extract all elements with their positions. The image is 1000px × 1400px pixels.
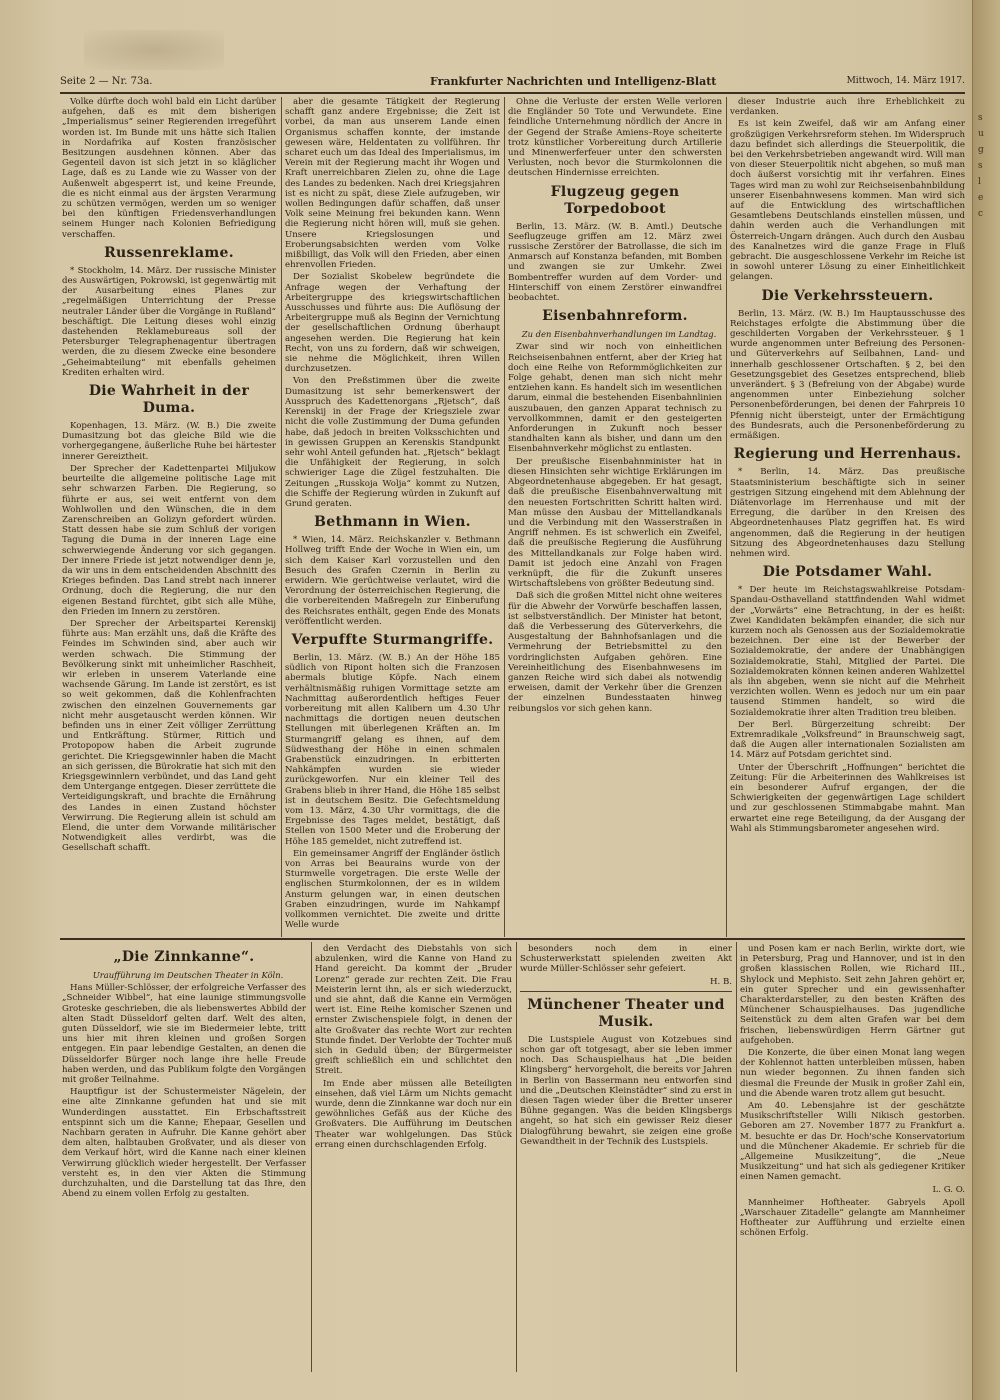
article-text: Zwar sind wir noch von einheitlichen Reichseisenbahnen entfernt, aber der Krieg hat doch eine Reihe von Reformmöglichkeiten zur Folge gehabt, denen man sich nicht mehr entziehen kann. Es handelt sich im wesentlichen darum, einmal die bestehenden Eisenbahnlinien auszubauen, den ganzen Apparat technisch zu vervollkommnen, damit er den gesteigerten Anforderungen in Zukunft noch besser standhalten kann als bisher, und dann um den Eisenbahnverkehr möglichst zu entlasten. (508, 342, 722, 455)
paper-stain (84, 30, 224, 70)
article-text: Die Konzerte, die über einen Monat lang wegen der Kohlennot hatten unterbleiben müssen, haben nun wieder begonnen. Zu ihnen fanden sich diesmal die Freunde der Musik in großer Zahl ein, und die Abende waren trotz allem gut besucht. (740, 1048, 965, 1099)
article-text: aber die gesamte Tätigkeit der Regierung schafft ganz andere Ergebnisse; die Zeit ist vorbei, da man aus unserem Lande einen Organismus schaffen konnte, der imstande gewesen wäre, Heldentaten zu vollführen. Ihr scharet euch um das Ideal des Imperialismus, im Verein mit der Regierung macht ihr Wogen und Kraft unerreichbaren Zielen zu, ohne die Lage des Landes zu bedenken. Nach drei Kriegsjahren ist es nicht zu spät, diese Ziele aufzugeben, wir wollen Bedingungen dafür schaffen, daß unser Volk seine Meinung frei bekunden kann. Wenn die Regierung nicht hören will, muß sie gehen. Unsere Kriegslosungen und Eroberungsabsichten werden vom Volke mißbilligt, das Volk will den Frieden, aber einen ehrenvollen Frieden. (285, 97, 500, 271)
column-rule (726, 97, 727, 937)
column-1 (62, 97, 276, 935)
article-text: Der preußische Eisenbahnminister hat in diesen Hinsichten sehr wichtige Erklärungen im Abgeordnetenhause abgegeben. Er hat gesagt, daß die preußische Eisenbahnverwaltung mit den neuesten Fortschritten Schritt halten wird. Man müsse den Ausbau der Mittellandkanals und die Verbindung mit den Wasserstraßen in Angriff nehmen. Es ist schwerlich ein Zweifel, daß die preußische Regierung die Ausführung des Mittellandkanals zur Folge haben wird. Damit ist jedoch eine Anzahl von Fragen verknüpft, die für die Zukunft unseres Wirtschaftslebens von größter Bedeutung sind. (508, 456, 722, 590)
headline-zinnkanne: „Die Zinnkanne“. (113, 949, 255, 965)
column-3 (508, 97, 722, 935)
article-text: Im Ende aber müssen alle Beteiligten einsehen, daß viel Lärm um Nichts gemacht wurde, denn die Zinnkanne war doch nur ein gewöhnliches Gefäß aus der Küche des Großvaters. Die Aufführung im Deutschen Theater war wohlgelungen. Das Stück errang einen durchschlagenden Erfolg. (315, 1078, 512, 1150)
column-rule (516, 942, 517, 1372)
article-text: Der Sprecher der Kadettenpartei Miljukow beurteilte die allgemeine politische Lage mit sehr schwarzen Farben. Die Regierung, so führte er aus, sei weit entfernt von dem Wohlwollen und den Wünschen, die in dem Zarenschreiben an Golizyn gefordert würden. Statt dessen habe sie zum Schluß der vorigen Tagung die Duma in der inneren Lage eine schwerwiegende Änderung vor sich gegangen. Der innere Friede ist jetzt notwendiger denn je, da wir uns in dem entscheidenden Abschnitt des Krieges befinden. Das Land strebt nach innerer Ordnung, doch die Regierung, die nur den eigenen Bestand fürchtet, gibt sich alle Mühe, den Frieden im Innern zu zerstören. (62, 463, 276, 617)
margin-char: s (978, 161, 983, 171)
column-rule (311, 942, 312, 1372)
article-text: dieser Industrie auch ihre Erheblichkeit zu verdanken. (730, 97, 965, 118)
article-text: Der Sprecher der Arbeitspartei Kerenskij führte aus: Man erzählt uns, daß die Kräfte des Feindes im Schwinden sind, aber auch wir werden schwach. Die Stimmung der Bevölkerung sinkt mit unheimlicher Raschheit, wir erleben in unserem Vaterlande eine wachsende Gärung. Im Lande ist zerstört, es ist so weit gekommen, daß die Kohlenfrachten zwischen den einzelnen Gouvernements gar nicht mehr ausgetauscht werden können. Wir befinden uns in einer Zeit völliger Zerrüttung und Entkräftung. Stürmer, Rittich und Protopopow haben die Arbeit zugrunde gerichtet. Die Kriegsgewinnler haben die Macht an sich gerissen, die Bürokratie hat sich mit den Kriegsgewinnlern verbündet, und das Land geht dem Untergange entgegen. Dieser zerrüttete die Verteidigungskraft, und brachte die Ernährung des Landes in einen Zustand höchster Verwirrung. Die Regierung allein ist schuld am Elend, die unter dem Vorwande militärischer Notwendigkeit alles verdirbt, was die Gesellschaft schafft. (62, 618, 276, 854)
page-number: Seite 2 — Nr. 73a. (60, 76, 153, 87)
headline-duma: Die Wahrheit in der Duma. (88, 383, 250, 417)
feuilleton-rule (60, 938, 965, 940)
article-text: * Der heute im Reichstagswahlkreise Potsdam-Spandau-Osthavelland stattfindenden Wahl widmet der „Vorwärts“ eine Betrachtung, in der es heißt: Zwei Kandidaten bekämpfen einander, die sich nur kurzem noch als Genossen aus der Sozialdemokratie bezeichnen. Der eine ist der Bewerber der Sozialdemokratie, der andere der Unabhängigen Sozialdemokratie, Stahl, Mitglied der Partei. Die Sozialdemokraten können keinen anderen Wahlzettel als ihn abgeben, wenn sie nicht auf die Mehrheit verzichten wollen. Wenn es jedoch nur um ein paar tausend Stimmen handelt, so wird die Sozialdemokratie ihrer alten Tradition treu bleiben. (730, 585, 965, 718)
headline-muenchener-theater: Münchener Theater und Musik. (527, 996, 725, 1030)
column-rule (504, 97, 505, 937)
subheadline: Zu den Eisenbahnverhandlungen im Landtag. (521, 329, 717, 340)
author-signature: H. B. (709, 976, 732, 987)
headline-flugzeug: Flugzeug gegen Torpedoboot (550, 183, 680, 217)
article-text: Berlin, 13. März. (W. B.) Im Hauptausschusse des Reichstages erfolgte die Abstimmung über die geschilderten Vorgaben der Verkehrssteuer. § 1 wurde angenommen unter Befreiung des Personen- und Güterverkehrs auf Seilbahnen, Land- und innerhalb geschlossener Ortschaften. § 2, bei den Gesetzungsgebiet des Gesetzes entsprechend, blieb unverändert. § 3 (Befreiung von der Abgabe) wurde angenommen unter Einbeziehung solcher Personenbeförderungen, bei denen der Fahrpreis 10 Pfennig nicht übersteigt, unter der Ermächtigung des Bundesrats, auch die Personenbeförderung zu ermäßigen. (730, 308, 965, 442)
column-rule (281, 97, 282, 937)
margin-char: c (978, 209, 984, 219)
headline-eisenbahnreform: Eisenbahnreform. (542, 308, 688, 325)
issue-date: Mittwoch, 14. März 1917. (846, 76, 965, 86)
article-text: Von den Preßstimmen über die zweite Dumasitzung ist sehr bemerkenswert der Ausspruch des Kadettenorgans „Rjetsch“, daß Kerenskij in der Frage der Kriegsziele zwar nicht die volle Zustimmung der Duma gefunden habe, daß jedoch in breiten Volksschichten und in gewissen Gruppen an Kerenskis Standpunkt sehr wohl Anteil gefunden hat. „Rjetsch“ beklagt die Unfähigkeit der Regierung, in solch schwieriger Lage die Zügel festzuhalten. Die Zeitungen „Russkoja Wolja“ kommt zu Nutzen, die Schiffe der Regierung würden in Zukunft auf Grund geraten. (285, 376, 500, 509)
column-4 (730, 97, 965, 935)
article-text: Hans Müller-Schlösser, der erfolgreiche Verfasser des „Schneider Wibbel“, hat eine launige stimmungsvolle Groteske geschrieben, die als liebenswertes Abbild der alten Stadt Düsseldorf gelten darf. Welt des alten, guten Düsseldorf, wie sie im Biedermeier lebte, tritt uns hier mit ihren kleinen und großen Sorgen entgegen. Ein paar lebendige Gestalten, an denen die Düsseldorfer Bürger noch lange ihre helle Freude haben werden, und das Publikum folgte den Vorgängen mit großer Teilnahme. (62, 983, 306, 1086)
column-2 (285, 97, 500, 935)
adjacent-page-fragments (978, 110, 998, 222)
author-signature: L. G. O. (932, 1184, 965, 1195)
article-text: Kopenhagen, 13. März. (W. B.) Die zweite Dumasitzung bot das gleiche Bild wie die vorhergegangene, äußerliche Ruhe bei härtester innerer Gereiztheit. (62, 421, 276, 462)
column-rule (736, 942, 737, 1372)
article-text: Mannheimer Hoftheater. Gabryels Apoll „Warschauer Zitadelle“ gelangte am Mannheimer Hoftheater zur Aufführung und erzielte einen schönen Erfolg. (740, 1197, 965, 1239)
article-text: und Posen kam er nach Berlin, wirkte dort, wie in Petersburg, Prag und Hannover, und ist in den großen klassischen Rollen, wie Richard III., Shylock und Mephisto. Seit zehn Jahren gehört er, ein guter Sprecher und ein gewissenhafter Charakterdarsteller, zu den besten Kräften des Münchener Schauspielhauses. Das jugendliche Seitenstück zu dem alten Grafen war bei dem frischen, liebenswürdigen Herrn Gärtner gut aufgehoben. (740, 944, 965, 1046)
margin-char: l (978, 177, 981, 187)
headline-sturmangriffe: Verpuffte Sturmangriffe. (291, 631, 494, 648)
article-text: besonders noch dem in einer Schusterwerkstatt spielenden zweiten Akt wurde Müller-Schlösser sehr gefeiert. (520, 944, 732, 975)
article-text: Berlin, 13. März. (W. B.) An der Höhe 185 südlich von Ripont holten sich die Franzosen abermals blutige Köpfe. Nach einem verhältnismäßig ruhigen Vormittage setzte am Nachmittag außerordentlich heftiges Feuer vorbereitung mit allen Kalibern um 4.30 Uhr nachmittags die dortigen neuen deutschen Stellungen mit überlegenen Kräften an. Im Sturmangriff gelang es ihnen, auf dem Südwesthang der Höhe in einen schmalen Grabenstück einzudringen. In erbitterten Nahkämpfen wurden sie wieder zurückgeworfen. Nur ein kleiner Teil des Grabens blieb in ihrer Hand, die Höhe 185 selbst ist in deutschem Besitz. Die Gefechtsmeldung vom 13. März, 4.30 Uhr vormittags, die die Ergebnisse des Tages meldet, bestätigt, daß Stellen von 1500 Meter und die Eroberung der Höhe 185 gemeldet, nicht zutreffend ist. (285, 652, 500, 847)
article-text: den Verdacht des Diebstahls von sich abzulenken, wird die Kanne von Hand zu Hand gereicht. Da kommt der „Bruder Lorenz“ gerade zur rechten Zeit. Die Frau Meisterin lernt ihn, als er sich wiederzuckt, und sie ahnt, daß die Kanne ein Vermögen wert ist. Eine Reihe komischer Szenen und ernster Zwischenspiele folgt, in denen der alte Großvater das rechte Wort zur rechten Stunde findet. Der Verlobte der Tochter muß sich in Geduld üben; der Bürgermeister greift schließlich ein und schlichtet den Streit. (315, 944, 512, 1077)
headline-herrenhaus: Regierung und Herrenhaus. (733, 446, 962, 463)
article-text: Die Lustspiele August von Kotzebues sind schon gar oft totgesagt, aber sie leben immer noch. Das Schauspielhaus hat „Die beiden Klingsberg“ hervorgeholt, die bereits vor Jahren in Berlin von Bassermann neu entworfen sind und die „Deutschen Kleinstädter“ sind zu erst in diesen Tagen wieder über die Bretter unserer Bühne gegangen. Was die beiden Klingsbergs angeht, so hat sich ein gewisser Reiz dieser Dialogführung bewahrt, sie zeigen eine große Gewandtheit in der Technik des Lustspiels. (520, 1034, 732, 1147)
margin-char: s (978, 113, 983, 123)
article-text: Volke dürfte doch wohl bald ein Licht darüber aufgehen, daß es mit dem bisherigen „Imperialismus“ seiner Regierenden irregeführt worden ist. Im Bunde mit uns hätte sich Italien in Nordafrika auf Kosten französischer Besitzungen ausdehnen können. Aber das Gegenteil davon ist sich jetzt in so kläglicher Lage, daß es zu Lande wie zu Wasser von der Außenwelt abgesperrt ist, und keine Freunde, die es nicht einmal aus der ärgsten Verarmung zu schützen vermögen, werden um so weniger bei den künftigen Friedensverhandlungen seinem Hunger nach Kolonien Befriedigung verschaffen. (62, 97, 276, 240)
article-text: Am 40. Lebensjahre ist der geschätzte Musikschriftsteller Willi Nikisch gestorben. Geboren am 27. November 1877 zu Frankfurt a. M. besuchte er das Dr. Hoch'sche Konservatorium und die Münchener Akademie. Er schrieb für die „Allgemeine Musikzeitung“, die „Neue Musikzeitung“ und hat sich als gediegener Kritiker einen Namen gemacht. (740, 1101, 965, 1183)
article-text: Es ist kein Zweifel, daß wir am Anfang einer großzügigen Verkehrsreform stehen. Im Widerspruch dazu befindet sich allerdings die Steuerpolitik, die bei den Verkehrsbetrieben angewandt wird. Will man von dieser Steuerpolitik nicht abgehen, so muß man doch äußerst vorsichtig mit ihr verfahren. Eines Tages wird man zu wohl zur Reichseisenbahnbildung unserer Eisenbahnwesens kommen. Man wird sich auf die Entwicklung des wirtschaftlichen Gesamtlebens Deutschlands einstellen müssen, und dahin werden auch die Verhandlungen mit Österreich-Ungarn drängen. Auch durch den Ausbau des Kanalnetzes wird die ganze Frage in Fluß gebracht. Die ausgeschlossene Verkehr im Reiche ist in sowohl unterer Lösung zu einer Einheitlichkeit gelangen. (730, 119, 965, 283)
masthead: Frankfurter Nachrichten und Intelligenz-Blatt (430, 75, 717, 88)
headline-verkehrssteuern: Die Verkehrssteuern. (761, 287, 934, 304)
feuilleton-column-2 (315, 944, 512, 1372)
page-header (60, 74, 965, 94)
margin-char: u (978, 129, 984, 139)
headline-bethmann: Bethmann in Wien. (314, 514, 471, 531)
article-text: Unter der Überschrift „Hoffnungen“ berichtet die Zeitung: Für die Arbeiterinnen des Wahlkreises ist ein besonderer Aufruf ergangen, der die Schwierigkeiten der gegenwärtigen Lage schildert und zur geschlossenen Stimmabgabe mahnt. Man erwartet eine rege Beteiligung, da der Ausgang der Wahl als Stimmungsbarometer angesehen wird. (730, 762, 965, 834)
headline-potsdamer-wahl: Die Potsdamer Wahl. (762, 564, 933, 581)
margin-char: g (978, 145, 984, 155)
article-text: Ohne die Verluste der ersten Welle verloren die Engländer 50 Tote und Verwundete. Eine feindliche Unternehmung nördlich der Ancre in der Gegend der Straße Amiens–Roye scheiterte trotz künstlicher Vorbereitung durch Artillerie und Minenwerferfeuer unter den schwersten Verlusten, noch bevor die Sturmkolonnen die deutschen Hindernisse erreichten. (508, 97, 722, 179)
article-text: * Berlin, 14. März. Das preußische Staatsministerium beschäftigte sich in seiner gestrigen Sitzung eingehend mit dem Ablehnung der Diätenvorlage im Herrenhause und mit der Erregung, die darüber in den Kreisen des Abgeordnetenhauses Platz gegriffen hat. Es wird angenommen, daß die Regierung in der heutigen Sitzung des Abgeordnetenhauses dazu Stellung nehmen wird. (730, 467, 965, 559)
subheadline: Uraufführung im Deutschen Theater in Köln. (92, 970, 284, 980)
feuilleton-column-3 (520, 944, 732, 1372)
feuilleton-column-4 (740, 944, 965, 1372)
article-text: Hauptfigur ist der Schustermeister Nägelein, der eine alte Zinnkanne gefunden hat und sie mit Wunderdingen ausstattet. Ein Erbschaftsstreit entspinnt sich um die Kanne; Ehepaar, Gesellen und Nachbarn geraten in Aufruhr. Die Kanne gehört aber dem alten, halbtauben Großvater, und als dieser von dem Verkauf hört, wird die Kanne nach einer kleinen Verwirrung glücklich wieder hergestellt. Der Verfasser versteht es, in den vier Akten die Stimmung durchzuhalten, und die Darstellung tat das Ihre, den Abend zu einem vollen Erfolg zu gestalten. (62, 1087, 306, 1200)
article-text: Der Sozialist Skobelew begründete die Anfrage wegen der Verhaftung der Arbeitergruppe des kriegswirtschaftlichen Ausschusses und führte aus: Die Auflösung der Arbeitergruppe muß als Beginn der Vernichtung der gesellschaftlichen Ordnung überhaupt angesehen werden. Die Regierung hat kein Recht, von uns zu fordern, daß wir schweigen, sie nehme die Möglichkeit, ihren Willen durchzusetzen. (285, 272, 500, 375)
article-text: * Wien, 14. März. Reichskanzler v. Bethmann Hollweg trifft Ende der Woche in Wien ein, um sich dem Kaiser Karl vorzustellen und den Besuch des Grafen Czernin in Berlin zu erwidern. Wie gerüchtweise verlautet, wird die Verordnung der österreichischen Regierung, die die vorbereitenden Maßregeln zur Einberufung des Reichsrates enthält, gegen Ende des Monats veröffentlicht werden. (285, 535, 500, 627)
margin-char: e (978, 193, 984, 203)
article-text: * Stockholm, 14. März. Der russische Minister des Auswärtigen, Pokrowski, ist gegenwärtig mit der Ausarbeitung eines Planes zur „regelmäßigen Unterrichtung der Presse neutraler Länder über die Vorgänge in Rußland“ beschäftigt. Die Leitung dieses wohl einzig dastehenden Reklamebureaus soll der Petersburger Telegraphenagentur übertragen werden, die zu diesem Zwecke eine besondere „Geheimabteilung“ mit ebenfalls geheimen Krediten erhalten wird. (62, 265, 276, 378)
article-text: Berlin, 13. März. (W. B. Amtl.) Deutsche Seeflugzeuge griffen am 12. März zwei russische Zerstörer der Batrollasse, die sich im Anmarsch auf Konstanza befanden, mit Bomben und zwangen sie zur Umkehr. Zwei Bombentreffer wurden auf dem Vorder- und Hinterschiff von einem Zerstörer einwandfrei beobachtet. (508, 221, 722, 304)
headline-russenreklame: Russenreklame. (104, 244, 234, 261)
article-text: Der Berl. Bürgerzeitung schreibt: Der Extremradikale „Volksfreund“ in Braunschweig sagt, daß die Augen aller internationalen Sozialisten am 14. März auf Potsdam gerichtet sind. (730, 719, 965, 761)
article-text: Ein gemeinsamer Angriff der Engländer östlich von Arras bei Beaurains wurde von der Sturmwelle vorgetragen. Die erste Welle der englischen Sturmkolonnen, der es in wildem Ansturm gelungen war, in einen deutschen Graben einzudringen, wurde im Nahkampf vollkommen vernichtet. Die zweite und dritte Welle wurde (285, 848, 500, 931)
section-divider (520, 991, 732, 992)
article-text: Daß sich die großen Mittel nicht ohne weiteres für die Abwehr der Vorwürfe beschaffen lassen, ist selbstverständlich. Der Minister hat betont, daß die Verbesserung des Güterverkehrs, die Ausgestaltung der Bahnhofsanlagen und die Vermehrung der Betriebsmittel zu den vordringlichsten Aufgaben gehören. Eine Vereinheitlichung des Eisenbahnwesens im ganzen Reiche wird sich dabei als notwendig erweisen, damit der Verkehr über die Grenzen der einzelnen Bundesstaaten hinweg reibungslos vor sich gehen kann. (508, 591, 722, 714)
feuilleton-column-1 (62, 944, 306, 1372)
